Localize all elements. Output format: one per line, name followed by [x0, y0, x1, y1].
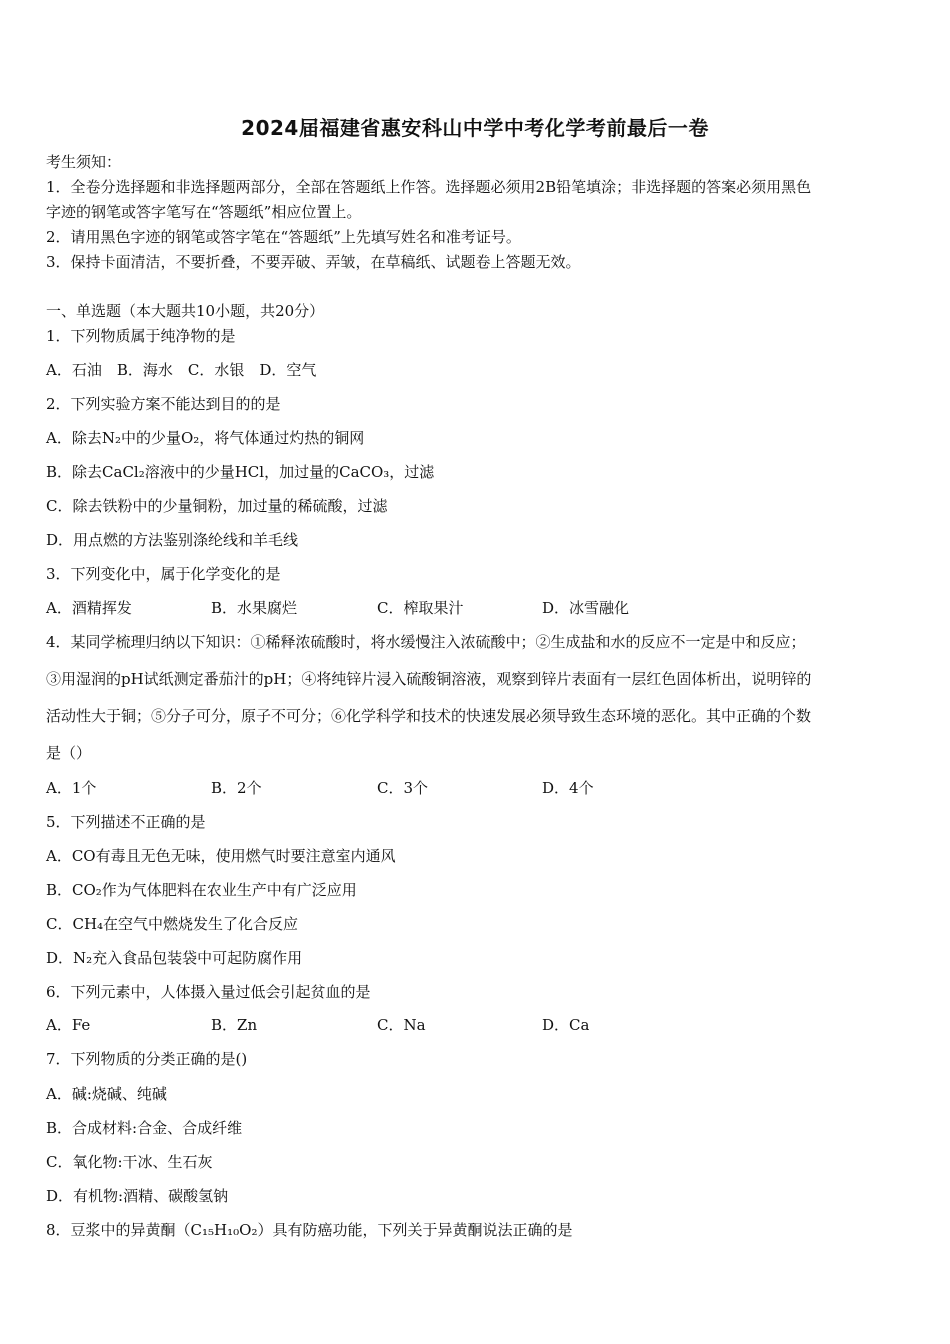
question-8-stem: 8．豆浆中的异黄酮（C₁₅H₁₀O₂）具有防癌功能，下列关于异黄酮说法正确的是	[46, 1221, 573, 1239]
question-4-line: ③用湿润的pH试纸测定番茄汁的pH；④将纯锌片浸入硫酸铜溶液，观察到锌片表面有一层红色固体析出，说明锌的	[46, 670, 812, 688]
question-5-option-c: C．CH₄在空气中燃烧发生了化合反应	[46, 915, 299, 933]
notice-item: 1．全卷分选择题和非选择题两部分，全部在答题纸上作答。选择题必须用2B铅笔填涂；非选择题的答案必须用黑色	[46, 178, 812, 196]
question-4-option-a: A．1个	[46, 779, 97, 797]
question-7-option-d: D．有机物:酒精、碳酸氢钠	[46, 1187, 229, 1205]
question-6-option-d: D．Ca	[542, 1016, 590, 1034]
question-5-option-d: D．N₂充入食品包装袋中可起防腐作用	[46, 949, 303, 967]
question-6-option-c: C．Na	[377, 1016, 426, 1034]
section-heading: 一、单选题（本大题共10小题，共20分）	[46, 302, 325, 320]
question-2-option-c: C．除去铁粉中的少量铜粉，加过量的稀硫酸，过滤	[46, 497, 388, 515]
question-3-stem: 3．下列变化中，属于化学变化的是	[46, 565, 281, 583]
question-6-option-a: A．Fe	[46, 1016, 91, 1034]
question-5-option-a: A．CO有毒且无色无味，使用燃气时要注意室内通风	[46, 847, 396, 865]
notice-item: 字迹的钢笔或答字笔写在“答题纸”相应位置上。	[46, 203, 362, 221]
question-4-option-b: B．2个	[211, 779, 262, 797]
question-3-option-b: B．水果腐烂	[211, 599, 298, 617]
question-2-option-b: B．除去CaCl₂溶液中的少量HCl，加过量的CaCO₃，过滤	[46, 463, 435, 481]
question-3-option-d: D．冰雪融化	[542, 599, 630, 617]
question-7-option-c: C．氧化物:干冰、生石灰	[46, 1153, 213, 1171]
notice-item: 2．请用黑色字迹的钢笔或答字笔在“答题纸”上先填写姓名和准考证号。	[46, 228, 521, 246]
question-5-option-b: B．CO₂作为气体肥料在农业生产中有广泛应用	[46, 881, 357, 899]
question-1-stem: 1．下列物质属于纯净物的是	[46, 327, 236, 345]
question-1-options: A．石油 B．海水 C．水银 D．空气	[46, 361, 317, 379]
question-2-option-d: D．用点燃的方法鉴别涤纶线和羊毛线	[46, 531, 299, 549]
question-4-line: 4．某同学梳理归纳以下知识：①稀释浓硫酸时，将水缓慢注入浓硫酸中；②生成盐和水的反应不一定是中和反应；	[46, 633, 806, 651]
notice-heading: 考生须知：	[46, 153, 122, 171]
question-2-option-a: A．除去N₂中的少量O₂，将气体通过灼热的铜网	[46, 429, 365, 447]
question-7-option-a: A．碱:烧碱、纯碱	[46, 1085, 167, 1103]
question-2-stem: 2．下列实验方案不能达到目的的是	[46, 395, 281, 413]
question-4-option-d: D．4个	[542, 779, 594, 797]
question-7-option-b: B．合成材料:合金、合成纤维	[46, 1119, 243, 1137]
question-6-stem: 6．下列元素中，人体摄入量过低会引起贫血的是	[46, 983, 371, 1001]
exam-title: 2024届福建省惠安科山中学中考化学考前最后一卷	[241, 116, 709, 140]
question-5-stem: 5．下列描述不正确的是	[46, 813, 206, 831]
question-7-stem: 7．下列物质的分类正确的是()	[46, 1050, 248, 1068]
notice-item: 3．保持卡面清洁，不要折叠，不要弄破、弄皱，在草稿纸、试题卷上答题无效。	[46, 253, 581, 271]
question-3-option-a: A．酒精挥发	[46, 599, 132, 617]
question-4-line: 是（）	[46, 744, 92, 762]
question-3-option-c: C．榨取果汁	[377, 599, 464, 617]
question-4-option-c: C．3个	[377, 779, 429, 797]
question-6-option-b: B．Zn	[211, 1016, 258, 1034]
question-4-line: 活动性大于铜；⑤分子可分，原子不可分；⑥化学科学和技术的快速发展必须导致生态环境的恶化。其中正确的个数	[46, 707, 812, 725]
